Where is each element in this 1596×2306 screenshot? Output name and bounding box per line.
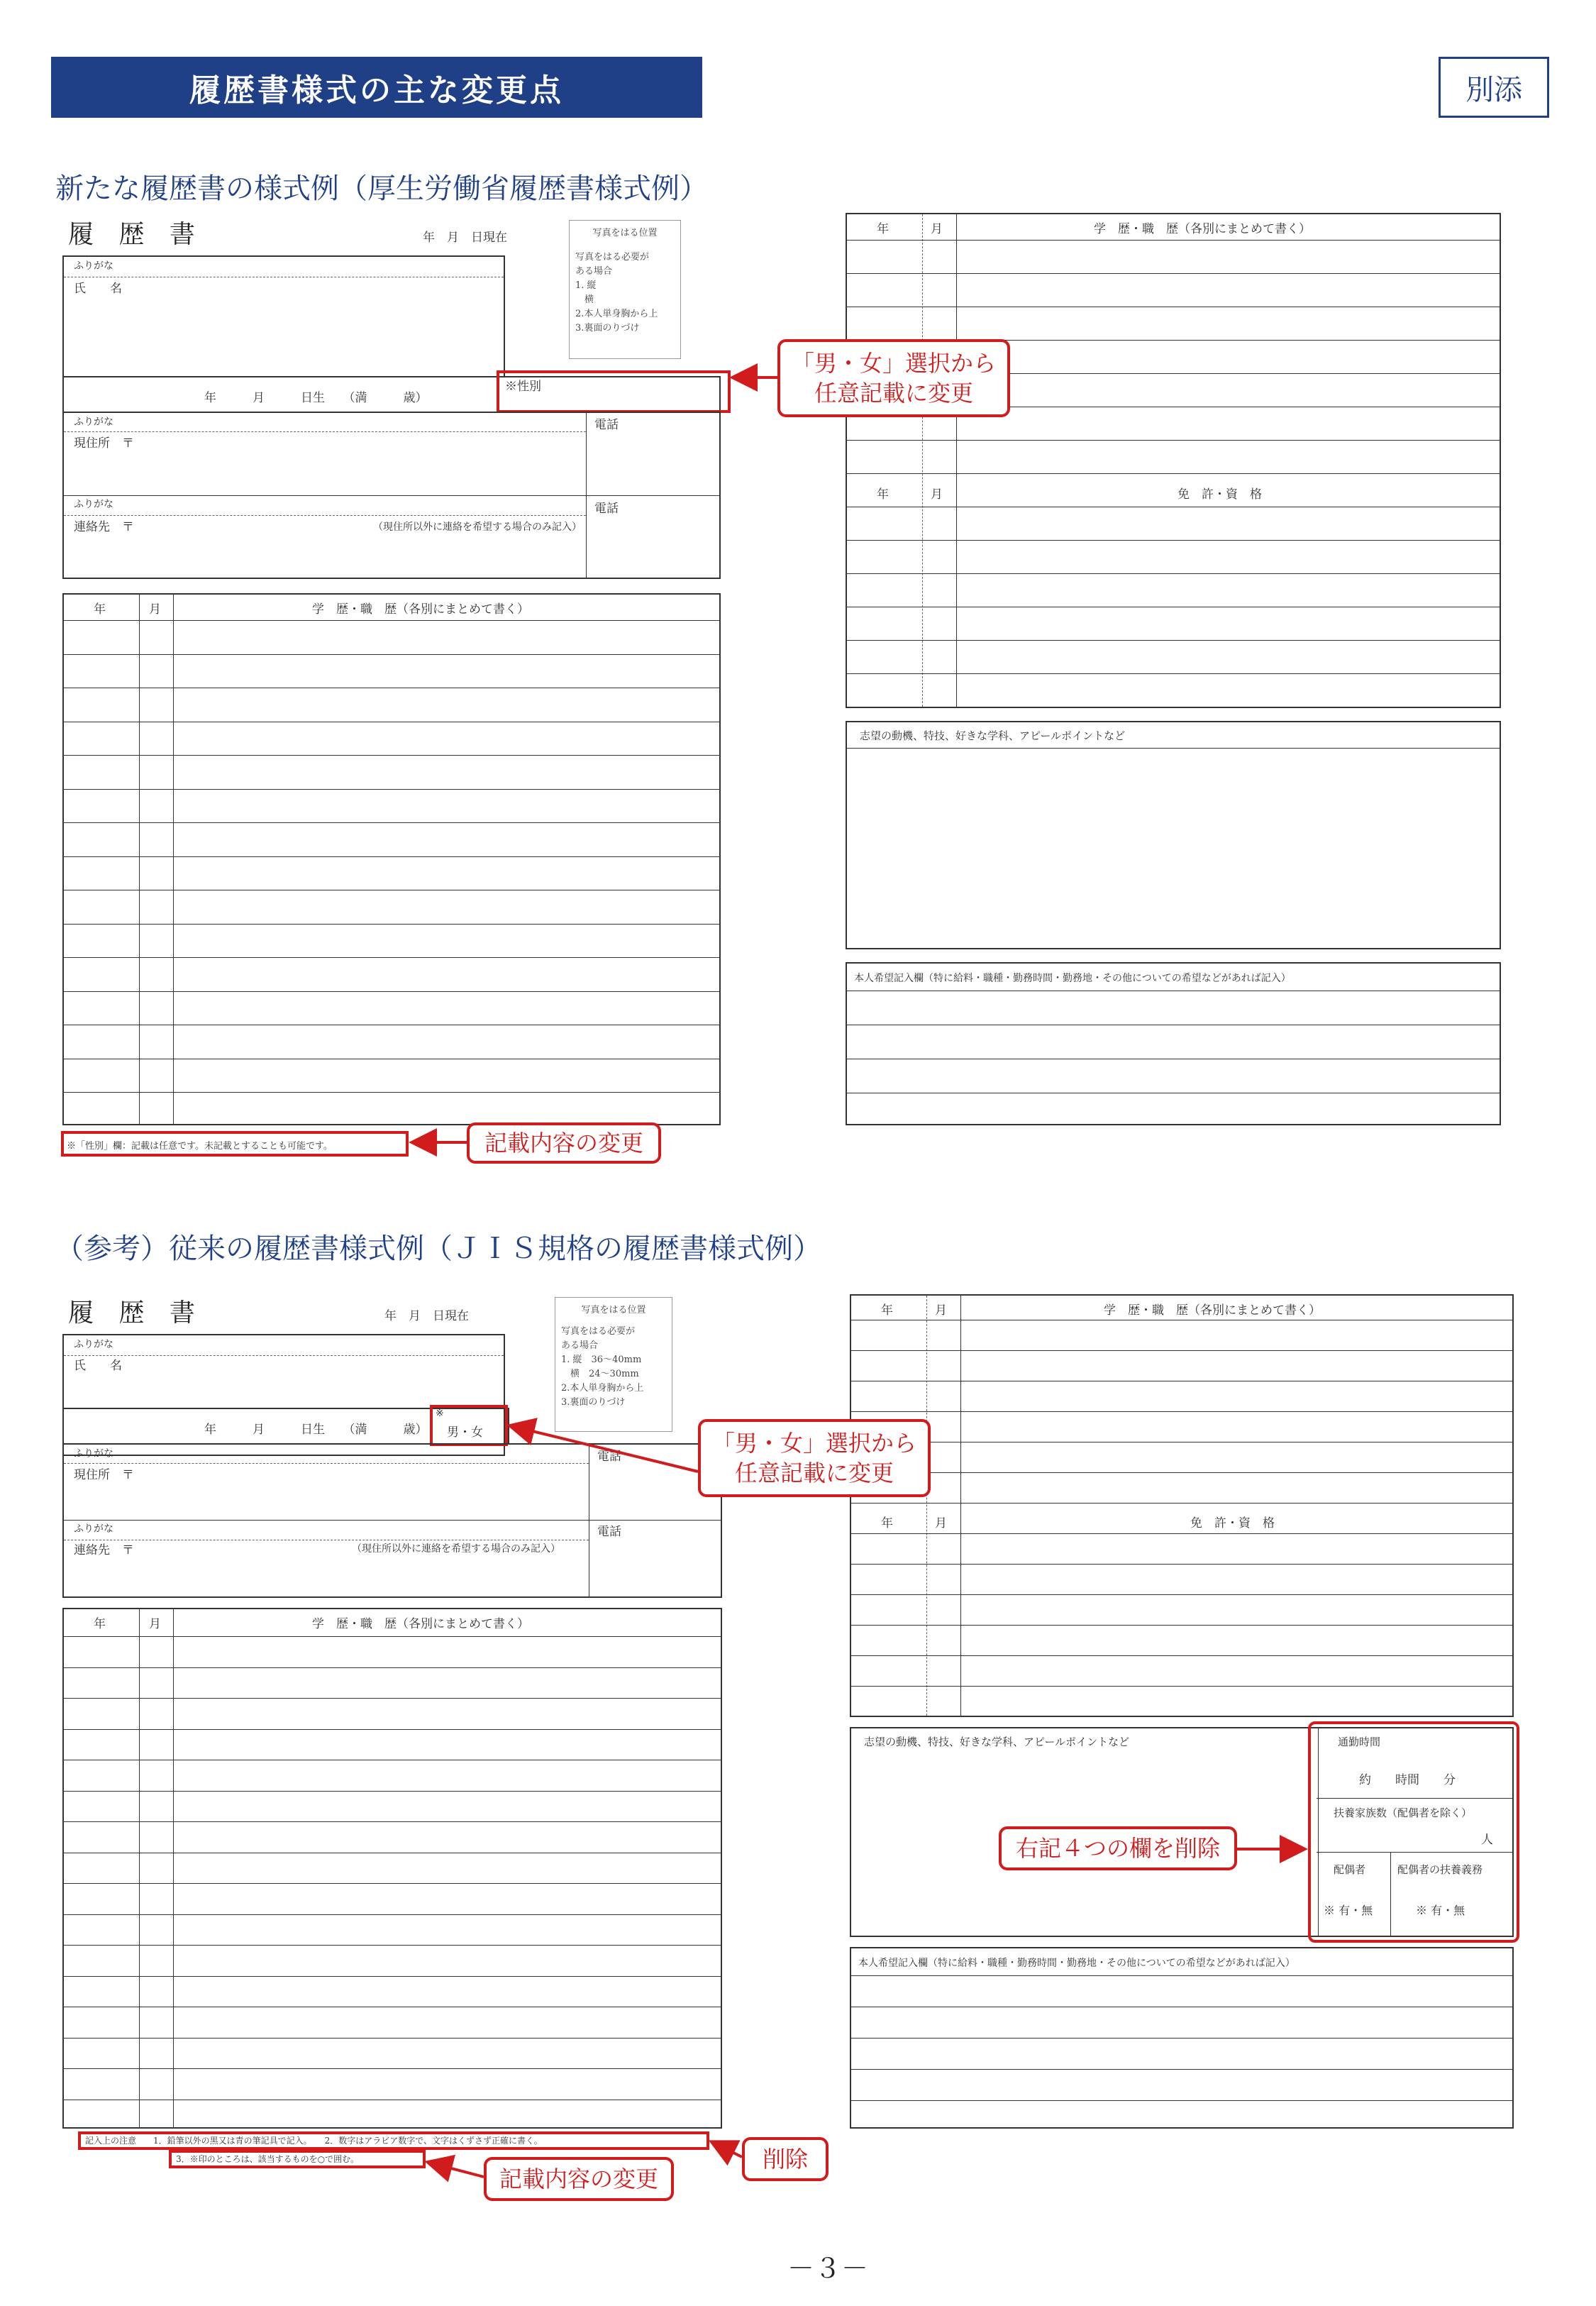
attachment-label: 別添 — [1439, 57, 1549, 118]
new-history-month: 月 — [149, 602, 161, 617]
photo-line: 2.本人単身胸から上 — [561, 1383, 644, 1394]
old-dependents-label: 扶養家族数（配偶者を除く） — [1334, 1806, 1473, 1819]
new-address-label: 現住所 〒 — [74, 436, 134, 451]
new-phone-label: 電話 — [594, 418, 619, 432]
old-contact-furigana: ふりがな — [74, 1523, 113, 1535]
new-birth-label: 年 月 日生 （満 歳） — [204, 391, 428, 405]
new-wish-header: 本人希望記入欄（特に給料・職種・勤務時間・勤務地・その他についての希望などがあれば記入） — [854, 973, 1291, 984]
new-gender-label: ※性別 — [505, 380, 541, 394]
arrow-old-gender — [512, 1426, 698, 1472]
new-gender-note: ※「性別」欄：記載は任意です。未記載とすることも可能です。 — [67, 1141, 333, 1152]
old-note-callout: 記載内容の変更 — [484, 2157, 674, 2201]
old-right-history-header: 学 歴・職 歴（各別にまとめて書く） — [1104, 1303, 1321, 1318]
callout-line: 任意記載に変更 — [734, 1460, 894, 1486]
old-right-year: 年 — [881, 1303, 893, 1318]
old-spouse-support-label: 配偶者の扶養義務 — [1397, 1863, 1483, 1876]
old-gender-options: 男・女 — [447, 1425, 483, 1440]
photo-line: ある場合 — [561, 1340, 599, 1351]
photo-line: ある場合 — [575, 266, 613, 277]
callout-line: 任意記載に変更 — [814, 380, 973, 407]
photo-line: 写真をはる位置 — [581, 1305, 646, 1315]
new-license-header: 免 許・資 格 — [1177, 487, 1262, 502]
new-note-callout: 記載内容の変更 — [467, 1122, 661, 1164]
old-gender-mark: ※ — [436, 1408, 444, 1419]
photo-line: 3.裏面のりづけ — [575, 323, 640, 333]
old-delete-callout: 削除 — [742, 2137, 829, 2181]
old-address-label: 現住所 〒 — [74, 1468, 134, 1482]
old-spouse-value: ※ 有・無 — [1324, 1904, 1373, 1917]
old-birth-label: 年 月 日生 （満 歳） — [204, 1423, 428, 1437]
new-contact-furigana: ふりがな — [74, 499, 113, 510]
old-name-label: 氏 名 — [74, 1359, 122, 1373]
old-history-year: 年 — [94, 1617, 106, 1631]
old-wish-header: 本人希望記入欄（特に給料・職種・勤務時間・勤務地・その他についての希望などがあれば記入） — [858, 1958, 1295, 1969]
old-right-month: 月 — [935, 1303, 947, 1318]
old-phone2-label: 電話 — [597, 1525, 621, 1539]
new-motive-header: 志望の動機、特技、好きな学科、アピールポイントなど — [860, 729, 1126, 742]
photo-line: 1. 縦 36〜40mm — [561, 1355, 642, 1365]
photo-line: 横 24〜30mm — [561, 1369, 639, 1379]
new-address-furigana: ふりがな — [74, 416, 113, 428]
old-furigana-label: ふりがな — [74, 1339, 113, 1350]
old-commute-value: 約 時間 分 — [1359, 1773, 1456, 1787]
new-license-year: 年 — [877, 487, 889, 502]
new-right-year: 年 — [877, 222, 889, 236]
photo-line: 2.本人単身胸から上 — [575, 309, 658, 319]
old-history-month: 月 — [149, 1617, 161, 1631]
arrow-old-note — [430, 2163, 484, 2177]
new-furigana-label: ふりがな — [74, 260, 113, 272]
photo-line: 1. 縦 — [575, 280, 597, 291]
old-dependents-unit: 人 — [1481, 1833, 1493, 1847]
old-form-date: 年 月 日現在 — [384, 1309, 469, 1323]
old-address-furigana: ふりがな — [74, 1448, 113, 1460]
new-history-year: 年 — [94, 602, 106, 617]
photo-line: 写真をはる必要が — [575, 252, 650, 263]
new-history-header: 学 歴・職 歴（各別にまとめて書く） — [312, 602, 529, 617]
new-form-title: 履 歴 書 — [68, 220, 204, 249]
old-license-month: 月 — [935, 1516, 947, 1530]
old-section-heading: （参考）従来の履歴書様式例（ＪＩＳ規格の履歴書様式例） — [55, 1232, 821, 1265]
photo-line: 写真をはる必要が — [561, 1326, 636, 1337]
old-note1: 記入上の注意 1．鉛筆以外の黒又は青の筆記具で記入。 2．数字はアラビア数字で、文字はくずさず正確に書く。 — [85, 2136, 543, 2146]
old-license-header: 免 許・資 格 — [1190, 1516, 1275, 1530]
document-title: 履歴書様式の主な変更点 — [51, 57, 702, 118]
new-form-date: 年 月 日現在 — [423, 231, 507, 245]
new-contact-label: 連絡先 〒 — [74, 520, 134, 534]
new-phone2-label: 電話 — [594, 502, 619, 516]
new-license-month: 月 — [931, 487, 943, 502]
photo-line: 横 — [575, 294, 594, 305]
old-form-title: 履 歴 書 — [68, 1298, 204, 1328]
new-section-heading: 新たな履歴書の様式例（厚生労働省履歴書様式例） — [55, 172, 708, 205]
new-contact-note: （現住所以外に連絡を希望する場合のみ記入） — [373, 522, 582, 533]
page-number: －３－ — [787, 2253, 869, 2284]
new-right-month: 月 — [931, 222, 943, 236]
old-contact-note: （現住所以外に連絡を希望する場合のみ記入） — [352, 1543, 560, 1555]
old-contact-label: 連絡先 〒 — [74, 1543, 134, 1557]
new-name-label: 氏 名 — [74, 282, 122, 296]
old-motive-header: 志望の動機、特技、好きな学科、アピールポイントなど — [864, 1736, 1130, 1748]
callout-line: 「男・女」選択から — [711, 1430, 916, 1457]
arrow-old-delete — [714, 2143, 742, 2157]
old-phone-label: 電話 — [597, 1450, 621, 1464]
callout-line: 「男・女」選択から — [791, 350, 996, 377]
old-note2: 3．※印のところは、該当するものを○で囲む。 — [176, 2154, 360, 2164]
old-history-header: 学 歴・職 歴（各別にまとめて書く） — [312, 1617, 529, 1631]
new-right-history-header: 学 歴・職 歴（各別にまとめて書く） — [1094, 222, 1311, 236]
old-commute-label: 通勤時間 — [1338, 1736, 1381, 1748]
old-spouse-support-value: ※ 有・無 — [1416, 1904, 1465, 1917]
old-spouse-label: 配偶者 — [1334, 1863, 1366, 1876]
old-delete4-callout: 右記４つの欄を削除 — [999, 1826, 1237, 1870]
photo-line: 3.裏面のりづけ — [561, 1397, 626, 1408]
old-license-year: 年 — [881, 1516, 893, 1530]
photo-line: 写真をはる位置 — [592, 228, 658, 238]
